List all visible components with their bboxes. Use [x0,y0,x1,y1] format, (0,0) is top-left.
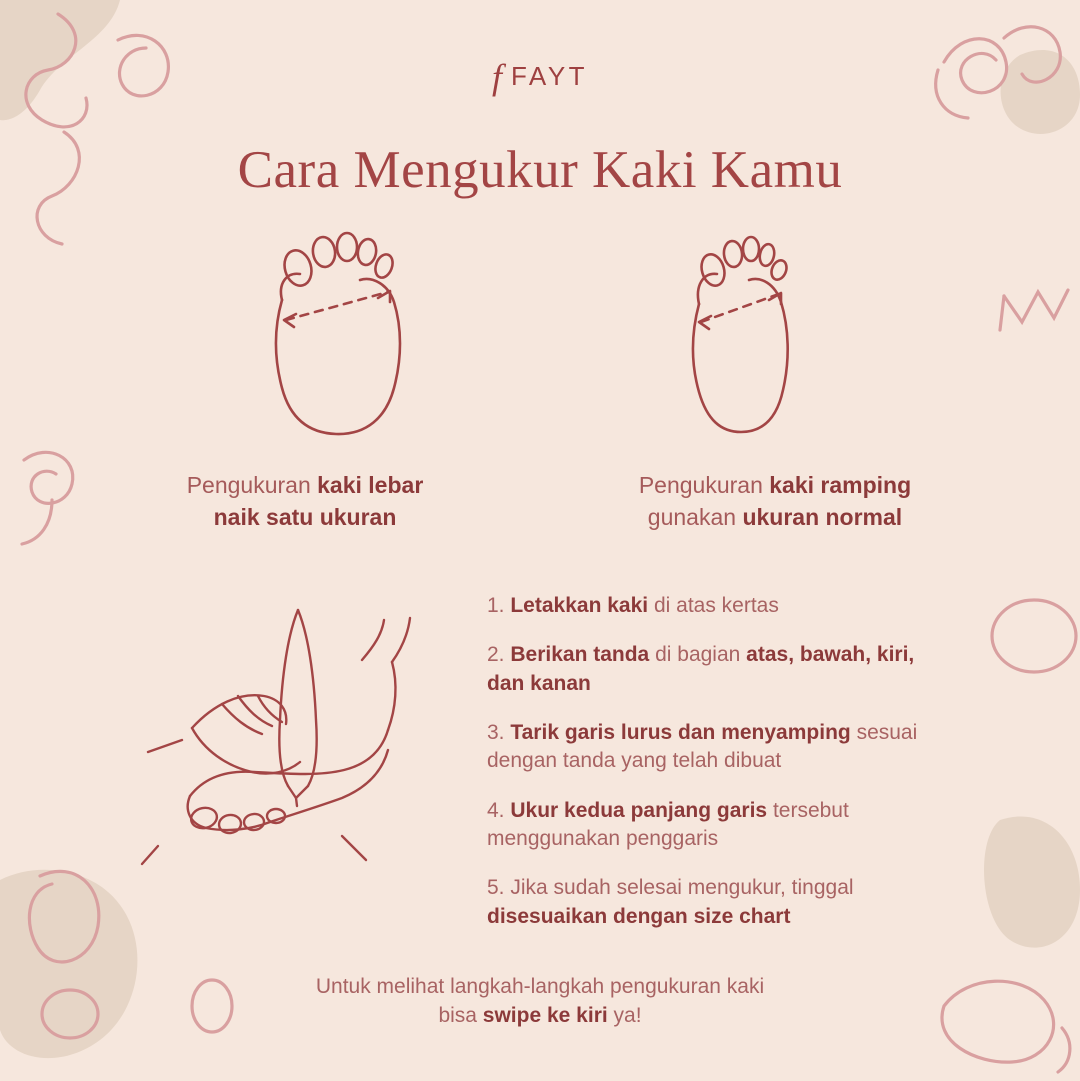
caption-wide-line2: naik satu ukuran [213,503,397,530]
brand-name: FAYT [510,60,589,91]
step-bold-2: atas, bawah, kiri, dan kanan [487,643,915,695]
footer-line-1: Untuk melihat langkah-langkah pengukuran kaki [315,975,765,998]
wide-foot-diagram [215,228,465,443]
step-plain-1: Jika sudah selesai mengukur, tinggal [510,876,854,900]
footer-line-2-plain-1: bisa [438,1004,483,1028]
list-item [487,641,957,698]
step-bold-1: Ukur kedua panjang garis [510,798,768,822]
footer-line-2-plain-2: ya! [607,1004,642,1028]
step-number: 4. [487,798,511,822]
step-plain-1: tersebut menggunakan penggaris [487,798,849,851]
caption-narrow-foot [575,470,975,533]
step-number: 3. [487,721,511,745]
footer-note [0,972,1080,1031]
step-plain-1: di bagian [649,643,747,667]
page-title: Cara Mengukur Kaki Kamu [237,141,843,199]
caption-narrow-line2-plain: gunakan [647,503,743,530]
list-item [487,797,957,854]
step-bold-2: disesuaikan dengan size chart [487,904,791,928]
caption-narrow-lead: Pengukuran [638,472,770,498]
wide-foot-outline-icon [260,228,420,443]
brand-mark-icon: f [491,57,502,97]
steps-list [487,592,957,952]
foot-diagrams [0,228,1080,443]
step-number: 5. [487,876,511,900]
list-item [487,592,957,620]
step-number: 2. [487,643,511,667]
hand-tracing-foot-icon [130,600,460,880]
caption-wide-bold: kaki lebar [317,472,424,498]
step-number: 1. [487,594,511,617]
foot-captions [0,470,1080,533]
step-bold-1: Tarik garis lurus dan menyamping [510,721,851,745]
narrow-foot-diagram [615,228,865,443]
caption-wide-lead: Pengukuran [186,472,318,498]
narrow-foot-outline-icon [675,228,805,443]
hand-tracing-illustration [130,600,460,880]
step-bold-1: Berikan tanda [510,643,650,667]
step-plain-1: di atas kertas [648,594,779,617]
footer-line-2-bold: swipe ke kiri [482,1004,608,1028]
caption-narrow-bold: kaki ramping [769,472,912,498]
step-bold-1: Letakkan kaki [510,594,649,617]
brand-logo [0,57,1080,97]
caption-narrow-line2-bold: ukuran normal [742,503,903,530]
caption-wide-foot [105,470,505,533]
list-item [487,719,957,776]
step-plain-1: sesuai dengan tanda yang telah dibuat [487,721,918,773]
list-item [487,874,957,931]
